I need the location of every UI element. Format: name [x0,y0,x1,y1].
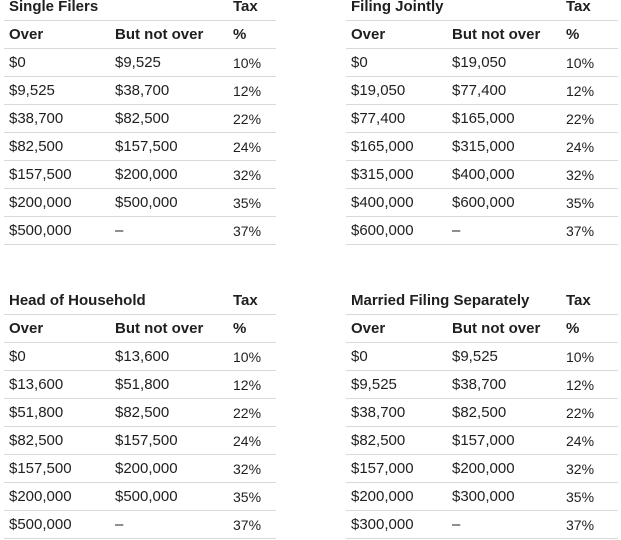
table-title-row [4,287,276,315]
table-row [346,217,618,245]
cell-not-over: $82,500 [115,404,170,421]
cell-over: $38,700 [9,110,64,127]
col-not-over-header: But not over [452,26,541,43]
cell-pct: 10% [233,348,262,365]
table-row [346,77,618,105]
cell-over: $300,000 [351,516,414,533]
table-row [4,217,276,245]
cell-not-over: $600,000 [452,194,515,211]
cell-over: $0 [9,54,26,71]
cell-not-over: – [452,516,461,533]
cell-pct: 35% [233,488,262,505]
cell-pct: 32% [566,166,595,183]
col-not-over-header: But not over [115,320,204,337]
table-row [346,133,618,161]
cell-not-over: $500,000 [115,194,178,211]
cell-pct: 35% [233,194,262,211]
cell-pct: 12% [566,82,595,99]
col-over-header: Over [9,26,44,43]
cell-over: $200,000 [9,488,72,505]
cell-pct: 12% [233,376,262,393]
cell-over: $200,000 [9,194,72,211]
col-over-header: Over [9,320,44,337]
table-row [4,371,276,399]
cell-pct: 12% [566,376,595,393]
cell-over: $38,700 [351,404,406,421]
cell-not-over: $13,600 [115,348,170,365]
tax-table-filing-jointly [346,0,618,245]
tax-table-head-of-household [4,287,276,539]
column-header-row [346,21,618,49]
table-row [4,49,276,77]
cell-over: $500,000 [9,516,72,533]
cell-over: $315,000 [351,166,414,183]
table-row [346,49,618,77]
table-title: Single Filers [9,0,99,15]
table-title: Married Filing Separately [351,292,530,309]
table-row [346,399,618,427]
tax-table-single-filers [4,0,276,245]
table-row [4,455,276,483]
cell-not-over: $500,000 [115,488,178,505]
cell-pct: 10% [233,54,262,71]
table-row [4,399,276,427]
table-row [346,105,618,133]
table-row [4,511,276,539]
cell-over: $400,000 [351,194,414,211]
cell-over: $0 [351,54,368,71]
cell-pct: 10% [566,348,595,365]
cell-pct: 22% [233,404,262,421]
cell-pct: 10% [566,54,595,71]
table-title-row [346,287,618,315]
table-title: Head of Household [9,292,146,309]
cell-pct: 24% [566,432,595,449]
cell-not-over: $38,700 [115,82,170,99]
table-row [4,105,276,133]
col-not-over-header: But not over [452,320,541,337]
col-not-over-header: But not over [115,26,204,43]
table-row [346,427,618,455]
cell-over: $165,000 [351,138,414,155]
cell-pct: 24% [233,138,262,155]
cell-not-over: $300,000 [452,488,515,505]
col-over-header: Over [351,26,386,43]
table-row [4,133,276,161]
cell-pct: 24% [566,138,595,155]
tax-header: Tax [566,0,591,15]
cell-not-over: $19,050 [452,54,507,71]
cell-over: $0 [9,348,26,365]
cell-not-over: $200,000 [115,166,178,183]
table-title-row [4,0,276,21]
cell-pct: 32% [566,460,595,477]
cell-over: $82,500 [9,432,64,449]
table-row [4,77,276,105]
cell-not-over: $82,500 [115,110,170,127]
cell-pct: 35% [566,488,595,505]
cell-over: $157,500 [9,460,72,477]
table-row [346,189,618,217]
cell-not-over: $165,000 [452,110,515,127]
table-row [346,161,618,189]
cell-pct: 35% [566,194,595,211]
cell-over: $9,525 [351,376,397,393]
cell-pct: 22% [233,110,262,127]
table-row [346,511,618,539]
table-title: Filing Jointly [351,0,444,15]
tax-header: Tax [233,292,258,309]
table-row [4,483,276,511]
cell-pct: 37% [233,516,262,533]
col-pct-header: % [566,320,580,337]
cell-not-over: $38,700 [452,376,507,393]
cell-pct: 12% [233,82,262,99]
cell-not-over: $9,525 [452,348,498,365]
cell-pct: 24% [233,432,262,449]
cell-pct: 32% [233,166,262,183]
cell-not-over: $157,500 [115,138,178,155]
cell-not-over: $9,525 [115,54,161,71]
table-row [4,427,276,455]
col-over-header: Over [351,320,386,337]
cell-over: $157,000 [351,460,414,477]
cell-pct: 37% [566,516,595,533]
cell-not-over: – [115,516,124,533]
column-header-row [346,315,618,343]
column-header-row [4,21,276,49]
table-row [346,371,618,399]
cell-over: $13,600 [9,376,64,393]
cell-not-over: – [115,222,124,239]
cell-pct: 37% [566,222,595,239]
cell-not-over: $77,400 [452,82,507,99]
cell-not-over: $82,500 [452,404,507,421]
table-title-row [346,0,618,21]
cell-over: $500,000 [9,222,72,239]
cell-not-over: – [452,222,461,239]
col-pct-header: % [566,26,580,43]
cell-not-over: $157,000 [452,432,515,449]
cell-over: $9,525 [9,82,55,99]
cell-over: $200,000 [351,488,414,505]
col-pct-header: % [233,26,247,43]
cell-not-over: $157,500 [115,432,178,449]
cell-over: $51,800 [9,404,64,421]
cell-over: $77,400 [351,110,406,127]
cell-over: $0 [351,348,368,365]
table-row [346,455,618,483]
cell-pct: 32% [233,460,262,477]
cell-not-over: $400,000 [452,166,515,183]
cell-over: $82,500 [351,432,406,449]
cell-over: $600,000 [351,222,414,239]
cell-over: $157,500 [9,166,72,183]
cell-over: $82,500 [9,138,64,155]
cell-over: $19,050 [351,82,406,99]
cell-not-over: $51,800 [115,376,170,393]
cell-not-over: $315,000 [452,138,515,155]
tax-table-married-filing-separately [346,287,618,539]
table-row [346,343,618,371]
table-row [4,161,276,189]
table-row [4,189,276,217]
cell-not-over: $200,000 [452,460,515,477]
cell-pct: 22% [566,404,595,421]
table-row [346,483,618,511]
tax-header: Tax [233,0,258,15]
cell-pct: 37% [233,222,262,239]
cell-pct: 22% [566,110,595,127]
col-pct-header: % [233,320,247,337]
tax-header: Tax [566,292,591,309]
column-header-row [4,315,276,343]
cell-not-over: $200,000 [115,460,178,477]
table-row [4,343,276,371]
